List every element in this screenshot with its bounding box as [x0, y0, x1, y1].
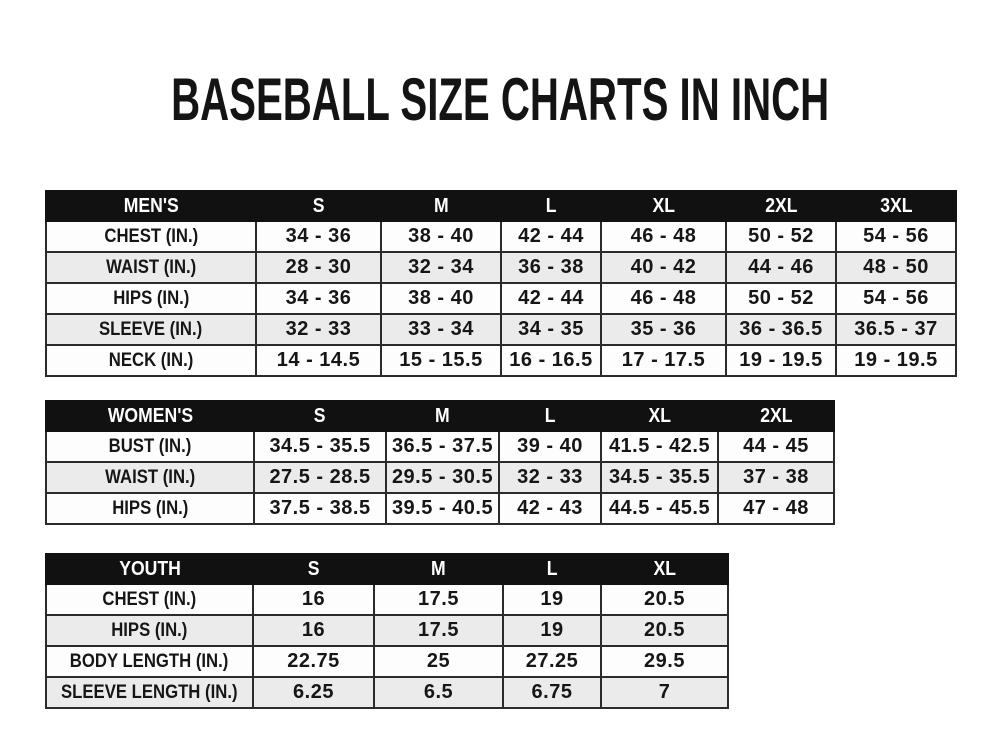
value-cell [601, 314, 726, 345]
womens-table-title: WOMEN'S [107, 404, 193, 427]
value-cell [256, 221, 381, 252]
womens-size-table [45, 400, 835, 525]
size-value: 41.5 - 42.5 [608, 435, 711, 457]
womens-table-row [46, 462, 834, 493]
size-header-label: XL [648, 404, 671, 427]
size-header-cell [386, 401, 499, 431]
size-value: 42 - 44 [518, 287, 584, 309]
size-header-cell [601, 554, 728, 584]
value-cell [499, 431, 601, 462]
value-cell [726, 283, 836, 314]
size-header-cell [601, 401, 718, 431]
youth-table-body [46, 584, 728, 708]
size-header-label: M [435, 404, 450, 427]
youth-table-row [46, 646, 728, 677]
value-cell [253, 646, 374, 677]
womens-table-body [46, 431, 834, 524]
youth-header-row [46, 554, 728, 584]
size-header-label: S [312, 194, 325, 217]
value-cell [254, 431, 386, 462]
value-cell [374, 584, 503, 615]
size-value: 17.5 [418, 588, 459, 610]
womens-header-row [46, 401, 834, 431]
size-value: 19 - 19.5 [739, 349, 823, 371]
size-value: 27.25 [525, 650, 579, 672]
row-label: BODY LENGTH (IN.) [70, 650, 229, 672]
size-value: 44.5 - 45.5 [608, 497, 711, 519]
value-cell [718, 493, 834, 524]
mens-table-header [46, 191, 956, 221]
size-value: 20.5 [644, 619, 685, 641]
size-value: 25 [426, 650, 451, 672]
size-value: 14 - 14.5 [276, 349, 361, 371]
mens-table-row [46, 314, 956, 345]
value-cell [726, 314, 836, 345]
size-value: 42 - 44 [518, 225, 584, 247]
value-cell [601, 345, 726, 376]
youth-table-row [46, 615, 728, 646]
row-label: NECK (IN.) [108, 349, 194, 371]
size-value: 16 [301, 619, 326, 641]
value-cell [253, 615, 374, 646]
value-cell [499, 462, 601, 493]
row-label-cell [46, 493, 254, 524]
value-cell [501, 345, 601, 376]
size-value: 38 - 40 [408, 225, 474, 247]
mens-header-row [46, 191, 956, 221]
value-cell [381, 345, 501, 376]
size-value: 48 - 50 [863, 256, 929, 278]
size-value: 50 - 52 [748, 225, 814, 247]
womens-table-title-cell [46, 401, 254, 431]
row-label-cell [46, 314, 256, 345]
mens-table-title: MEN'S [123, 194, 179, 217]
row-label-cell [46, 462, 254, 493]
size-value: 16 [301, 588, 326, 610]
row-label-cell [46, 584, 253, 615]
row-label-cell [46, 677, 253, 708]
size-value: 36 - 38 [518, 256, 584, 278]
size-header-cell [726, 191, 836, 221]
size-value: 44 - 45 [743, 435, 809, 457]
value-cell [503, 615, 601, 646]
youth-table-title: YOUTH [118, 557, 181, 580]
size-value: 36 - 36.5 [739, 318, 823, 340]
size-value: 6.25 [293, 681, 334, 703]
size-value: 34 - 36 [285, 287, 352, 309]
value-cell [386, 493, 499, 524]
value-cell [718, 431, 834, 462]
size-value: 34.5 - 35.5 [269, 435, 371, 457]
size-value: 34.5 - 35.5 [608, 466, 711, 488]
value-cell [601, 283, 726, 314]
value-cell [501, 252, 601, 283]
size-header-label: 3XL [879, 194, 913, 217]
value-cell [374, 615, 503, 646]
size-header-cell [601, 191, 726, 221]
size-value: 34 - 36 [285, 225, 352, 247]
size-value: 32 - 33 [517, 466, 583, 488]
size-value: 35 - 36 [630, 318, 697, 340]
value-cell [503, 584, 601, 615]
size-value: 37.5 - 38.5 [269, 497, 371, 519]
youth-size-table [45, 553, 729, 709]
size-value: 32 - 34 [408, 256, 474, 278]
size-header-cell [381, 191, 501, 221]
value-cell [254, 493, 386, 524]
row-label: CHEST (IN.) [102, 588, 197, 610]
mens-table-title-cell [46, 191, 256, 221]
size-value: 22.75 [287, 650, 340, 672]
size-value: 17.5 [418, 619, 459, 641]
value-cell [601, 252, 726, 283]
page-title [0, 66, 1000, 133]
value-cell [726, 345, 836, 376]
row-label: SLEEVE (IN.) [99, 318, 203, 340]
size-value: 36.5 - 37 [854, 318, 938, 340]
value-cell [381, 221, 501, 252]
mens-table-row [46, 283, 956, 314]
value-cell [601, 221, 726, 252]
value-cell [726, 221, 836, 252]
value-cell [601, 646, 728, 677]
size-header-label: XL [652, 194, 675, 217]
size-value: 36.5 - 37.5 [391, 435, 494, 457]
row-label: HIPS (IN.) [111, 497, 189, 519]
size-header-cell [718, 401, 834, 431]
value-cell [256, 283, 381, 314]
value-cell [381, 252, 501, 283]
value-cell [601, 677, 728, 708]
size-value: 34 - 35 [518, 318, 584, 340]
value-cell [836, 283, 956, 314]
value-cell [253, 584, 374, 615]
value-cell [726, 252, 836, 283]
size-header-cell [499, 401, 601, 431]
youth-table-title-cell [46, 554, 253, 584]
size-header-label: 2XL [764, 194, 798, 217]
row-label: SLEEVE LENGTH (IN.) [61, 681, 238, 703]
value-cell [256, 314, 381, 345]
size-value: 47 - 48 [743, 497, 809, 519]
size-value: 46 - 48 [630, 225, 697, 247]
mens-table-row [46, 252, 956, 283]
size-value: 27.5 - 28.5 [269, 466, 371, 488]
value-cell [256, 345, 381, 376]
row-label-cell [46, 615, 253, 646]
youth-table-header [46, 554, 728, 584]
value-cell [386, 462, 499, 493]
size-header-label: XL [653, 557, 676, 580]
womens-table-row [46, 431, 834, 462]
size-header-label: M [431, 557, 446, 580]
size-value: 37 - 38 [743, 466, 809, 488]
mens-table-body [46, 221, 956, 376]
size-value: 38 - 40 [408, 287, 474, 309]
size-header-label: 2XL [759, 404, 793, 427]
size-header-cell [254, 401, 386, 431]
value-cell [253, 677, 374, 708]
size-header-label: L [545, 194, 557, 217]
womens-table-header [46, 401, 834, 431]
size-value: 42 - 43 [517, 497, 583, 519]
value-cell [601, 462, 718, 493]
youth-table-row [46, 677, 728, 708]
value-cell [501, 314, 601, 345]
mens-table-row [46, 345, 956, 376]
value-cell [254, 462, 386, 493]
size-value: 16 - 16.5 [509, 349, 593, 371]
value-cell [386, 431, 499, 462]
value-cell [256, 252, 381, 283]
value-cell [601, 493, 718, 524]
size-header-cell [503, 554, 601, 584]
value-cell [836, 314, 956, 345]
value-cell [503, 646, 601, 677]
row-label-cell [46, 283, 256, 314]
row-label: WAIST (IN.) [105, 256, 197, 278]
value-cell [503, 677, 601, 708]
page-title-text: BASEBALL SIZE CHARTS IN INCH [170, 66, 830, 133]
value-cell [836, 221, 956, 252]
value-cell [601, 615, 728, 646]
size-value: 28 - 30 [285, 256, 352, 278]
size-header-cell [374, 554, 503, 584]
size-header-label: M [433, 194, 449, 217]
size-value: 50 - 52 [748, 287, 814, 309]
size-value: 32 - 33 [285, 318, 352, 340]
size-value: 20.5 [644, 588, 685, 610]
size-value: 19 [540, 588, 564, 610]
mens-size-table [45, 190, 957, 377]
row-label: WAIST (IN.) [104, 466, 196, 488]
value-cell [381, 283, 501, 314]
size-value: 40 - 42 [630, 256, 697, 278]
size-value: 19 [540, 619, 564, 641]
size-value: 29.5 [644, 650, 685, 672]
size-header-label: L [546, 557, 558, 580]
value-cell [718, 462, 834, 493]
row-label: CHEST (IN.) [104, 225, 198, 247]
row-label-cell [46, 646, 253, 677]
size-value: 19 - 19.5 [854, 349, 938, 371]
value-cell [501, 283, 601, 314]
size-header-cell [501, 191, 601, 221]
size-header-label: S [314, 404, 326, 427]
value-cell [374, 677, 503, 708]
size-header-label: S [307, 557, 320, 580]
row-label-cell [46, 221, 256, 252]
size-value: 33 - 34 [408, 318, 474, 340]
row-label: HIPS (IN.) [112, 287, 190, 309]
size-value: 7 [658, 681, 671, 703]
value-cell [381, 314, 501, 345]
row-label-cell [46, 345, 256, 376]
size-value: 6.75 [531, 681, 573, 703]
value-cell [601, 431, 718, 462]
value-cell [374, 646, 503, 677]
value-cell [836, 252, 956, 283]
row-label-cell [46, 431, 254, 462]
row-label-cell [46, 252, 256, 283]
mens-table-row [46, 221, 956, 252]
size-header-cell [253, 554, 374, 584]
value-cell [501, 221, 601, 252]
size-value: 17 - 17.5 [621, 349, 706, 371]
size-value: 15 - 15.5 [399, 349, 483, 371]
size-value: 54 - 56 [863, 287, 929, 309]
size-value: 6.5 [423, 681, 454, 703]
size-value: 39.5 - 40.5 [391, 497, 494, 519]
value-cell [836, 345, 956, 376]
youth-table-row [46, 584, 728, 615]
size-value: 54 - 56 [863, 225, 929, 247]
size-header-cell [836, 191, 956, 221]
size-header-label: L [544, 404, 556, 427]
size-header-cell [256, 191, 381, 221]
size-value: 46 - 48 [630, 287, 697, 309]
womens-table-row [46, 493, 834, 524]
size-value: 29.5 - 30.5 [391, 466, 494, 488]
value-cell [499, 493, 601, 524]
size-value: 44 - 46 [748, 256, 814, 278]
row-label: HIPS (IN.) [111, 619, 188, 641]
value-cell [601, 584, 728, 615]
row-label: BUST (IN.) [108, 435, 192, 457]
size-value: 39 - 40 [517, 435, 583, 457]
